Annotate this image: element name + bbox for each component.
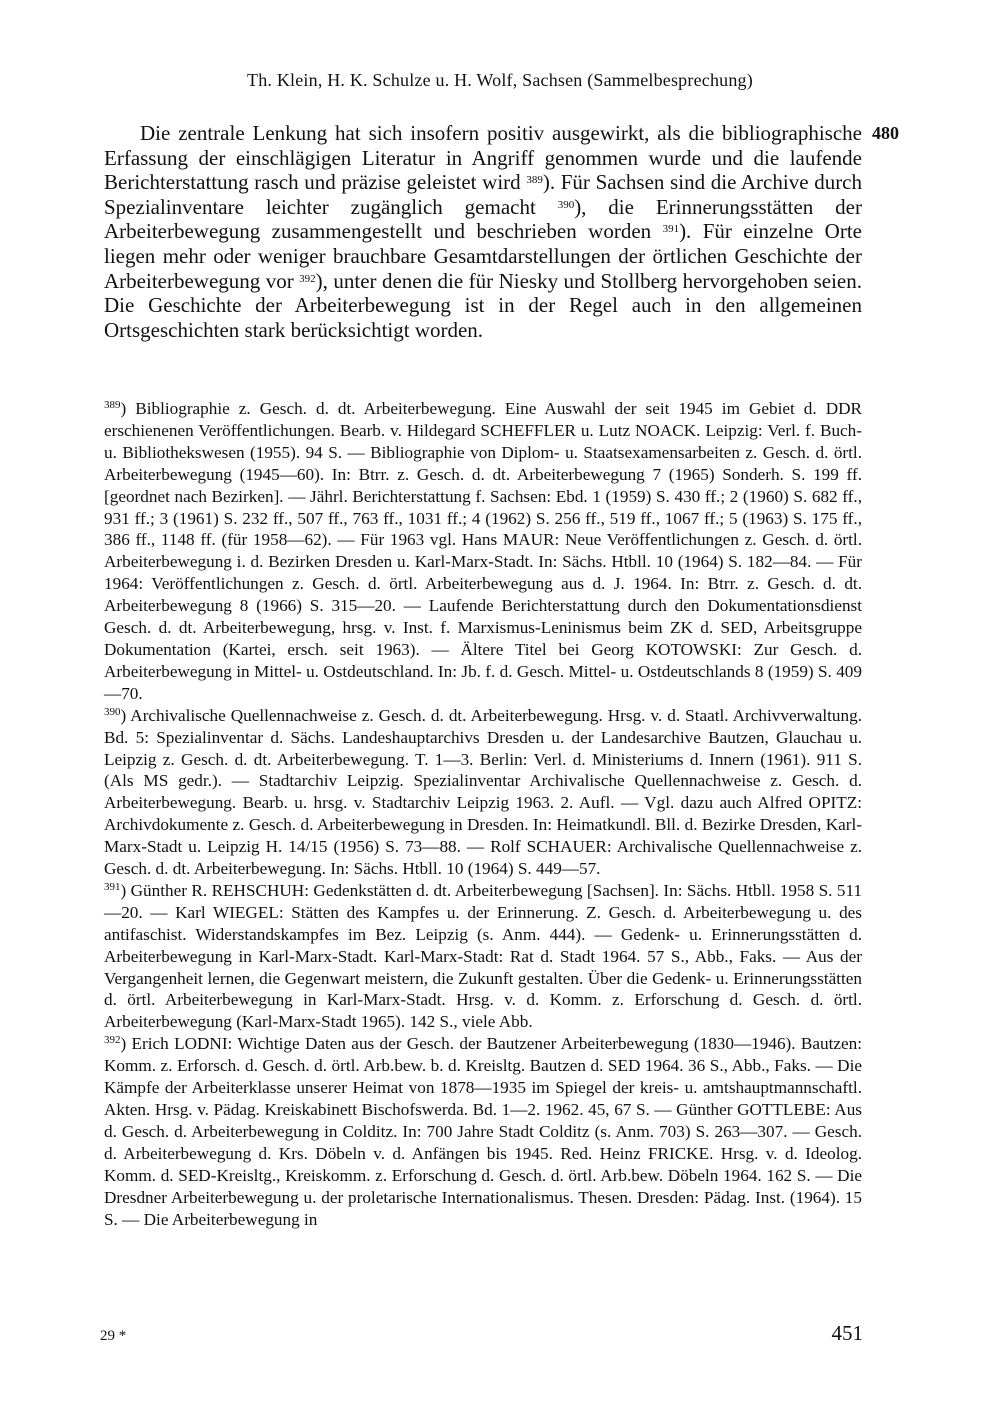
- margin-number: 480: [872, 123, 899, 143]
- footnotes: [104, 398, 862, 1230]
- footnote-text: ) Günther R. REHSCHUH: Gedenkstätten d. dt. Arbeiterbewegung [Sachsen]. In: Sächs. Htbll. 1958 S. 511—20. — Karl WIEGEL: Stätten des Kampfes u. der Erinnerung. Z. Gesch. d. Arbeiterbewegung u. des antifaschist. Widerstandskampfes im Bez. Leipzig (s. Anm. 444). — Gedenk- u. Erinnerungsstätten d. Arbeiterbewegung in Karl-Marx-Stadt. Karl-Marx-Stadt: Rat d. Stadt 1964. 57 S., Abb., Faks. — Aus der Vergangenheit lernen, die Gegenwart meistern, die Zukunft gestalten. Über die Gedenk- u. Erinnerungsstätten d. örtl. Arbeiterbewegung in Karl-Marx-Stadt. Hrsg. v. d. Komm. z. Erforschung d. Gesch. d. örtl. Arbeiterbewegung (Karl-Marx-Stadt 1965). 142 S., viele Abb.: [104, 880, 862, 1032]
- footnote-number: 391: [104, 880, 121, 893]
- footnote-text: ) Archivalische Quellennachweise z. Gesch. d. dt. Arbeiterbewegung. Hrsg. v. d. Staatl. Archivverwaltung. Bd. 5: Spezialinventar d. Sächs. Landeshauptarchivs Dresden u. der Landesarchive Bautzen, Glauchau u. Leipzig z. Gesch. d. dt. Arbeiterbewegung. T. 1—3. Berlin: Verl. d. Ministeriums d. Innern (1961). 911 S. (Als MS gedr.). — Stadtarchiv Leipzig. Spezialinventar Archivalische Quellennachweise z. Gesch. d. Arbeiterbewegung. Bearb. u. hrsg. v. Stadtarchiv Leipzig 1963. 2. Aufl. — Vgl. dazu auch Alfred OPITZ: Archivdokumente z. Gesch. d. Arbeiterbewegung in Dresden. In: Heimatkundl. Bll. d. Bezirke Dresden, Karl-Marx-Stadt u. Leipzig H. 14/15 (1956) S. 73—88. — Rolf SCHAUER: Archivalische Quellennachweise z. Gesch. d. dt. Arbeiterbewegung. In: Sächs. Htbll. 10 (1964) S. 449—57.: [104, 705, 862, 879]
- footnote-number: 392: [104, 1034, 121, 1047]
- footnote-ref: 389: [526, 174, 543, 187]
- main-text: [104, 121, 862, 342]
- running-title: Th. Klein, H. K. Schulze u. H. Wolf, Sachsen (Sammelbesprechung): [247, 70, 753, 90]
- footnote-ref: 391: [662, 223, 680, 236]
- body-text-part: ). Für Sachsen sind die Archive durch Spezialinventare leichter zugänglich gemacht: [104, 170, 863, 219]
- body-paragraph: [104, 121, 862, 342]
- body-text-part: ), die Erinnerungsstätten der Arbeiterbewegung zusammengestellt und beschrieben worden: [104, 194, 862, 244]
- body-text-part: Die zentrale Lenkung hat sich insofern positiv ausgewirkt, als die bibliographische Erfassung der einschlägigen Literatur in Angriff genommen wurde und die laufende Berichterstattung rasch und präzise geleistet wird: [104, 121, 862, 195]
- footnote-number: 389: [104, 399, 121, 411]
- body-text-part: ), unter denen die für Niesky und Stollberg hervorgehoben seien. Die Geschichte der Arbeiterbewegung ist in der Regel auch in den allgemeinen Ortsgeschichten stark berücksichtigt worden.: [104, 268, 862, 342]
- footnote-text: ) Erich LODNI: Wichtige Daten aus der Gesch. der Bautzener Arbeiterbewegung (1830—1946). Bautzen: Komm. z. Erforsch. d. Gesch. d. örtl. Arb.bew. b. d. Kreisltg. Bautzen d. SED 1964. 36 S., Abb., Faks. — Die Kämpfe der Arbeiterklasse unserer Heimat von 1878—1935 im Spiegel der kreis- u. amtshauptmannschaftl. Akten. Hrsg. v. Pädag. Kreiskabinett Bischofswerda. Bd. 1—2. 1962. 45, 67 S. — Günther GOTTLEBE: Aus d. Gesch. d. Arbeiterbewegung in Colditz. In: 700 Jahre Stadt Colditz (s. Anm. 703) S. 263—307. — Gesch. d. Arbeiterbewegung d. Krs. Döbeln v. d. Anfängen bis 1945. Red. Heinz FRICKE. Hrsg. v. d. Ideolog. Komm. d. SED-Kreisltg., Kreiskomm. z. Erforschung d. Gesch. d. örtl. Arb.bew. Döbeln 1964. 162 S. — Die Dresdner Arbeiterbewegung u. der proletarische Internationalismus. Thesen. Dresden: Pädag. Inst. (1964). 15 S. — Die Arbeiterbewegung in: [104, 1034, 862, 1229]
- footnote-text: ) Bibliographie z. Gesch. d. dt. Arbeiterbewegung. Eine Auswahl der seit 1945 im Gebiet d. DDR erschienenen Veröffentlichungen. Bearb. v. Hildegard SCHEFFLER u. Lutz NOACK. Leipzig: Verl. f. Buch- u. Bibliothekswesen (1955). 94 S. — Bibliographie von Diplom- u. Staatsexamensarbeiten z. Gesch. d. örtl. Arbeiterbewegung (1945—60). In: Btrr. z. Gesch. d. dt. Arbeiterbewegung 7 (1965) Sonderh. S. 199 ff. [geordnet nach Bezirken]. — Jährl. Berichterstattung f. Sachsen: Ebd. 1 (1959) S. 430 ff.; 2 (1960) S. 682 ff., 931 ff.; 3 (1961) S. 232 ff., 507 ff., 763 ff., 1031 ff.; 4 (1962) S. 256 ff., 519 ff., 1067 ff.; 5 (1963) S. 175 ff., 386 ff., 1148 ff. (für 1958—62). — Für 1963 vgl. Hans MAUR: Neue Veröffentlichungen z. Gesch. d. örtl. Arbeiterbewegung i. d. Bezirken Dresden u. Karl-Marx-Stadt. In: Sächs. Htbll. 10 (1964) S. 182—84. — Für 1964: Veröffentlichungen z. Gesch. d. örtl. Arbeiterbewegung aus d. J. 1964. In: Btrr. z. Gesch. d. dt. Arbeiterbewegung 8 (1966) S. 315—20. — Laufende Berichterstattung durch den Dokumentationsdienst Gesch. d. dt. Arbeiterbewegung, hrsg. v. Inst. f. Marxismus-Leninismus beim ZK d. SED, Arbeitsgruppe Dokumentation (Kartei, ersch. seit 1963). — Ältere Titel bei Georg KOTOWSKI: Zur Gesch. d. Arbeiterbewegung in Mittel- u. Ostdeutschland. In: Jb. f. d. Gesch. Mittel- u. Ostdeutschlands 8 (1959) S. 409—70.: [104, 399, 862, 703]
- body-text-part: ). Für einzelne Orte liegen mehr oder weniger brauchbare Gesamtdarstellungen der örtlichen Geschichte der Arbeiterbewegung vor: [104, 219, 862, 293]
- footnote-ref: 392: [299, 272, 316, 285]
- footnote-389: [104, 398, 862, 705]
- footnote-392: [104, 1033, 862, 1230]
- footnote-number: 390: [104, 705, 121, 718]
- footnote-391: [104, 880, 862, 1033]
- page-number: 451: [831, 1321, 863, 1345]
- footnote-ref: 390: [557, 198, 575, 211]
- page-signature: 29 *: [100, 1328, 127, 1344]
- footnote-390: [104, 705, 862, 880]
